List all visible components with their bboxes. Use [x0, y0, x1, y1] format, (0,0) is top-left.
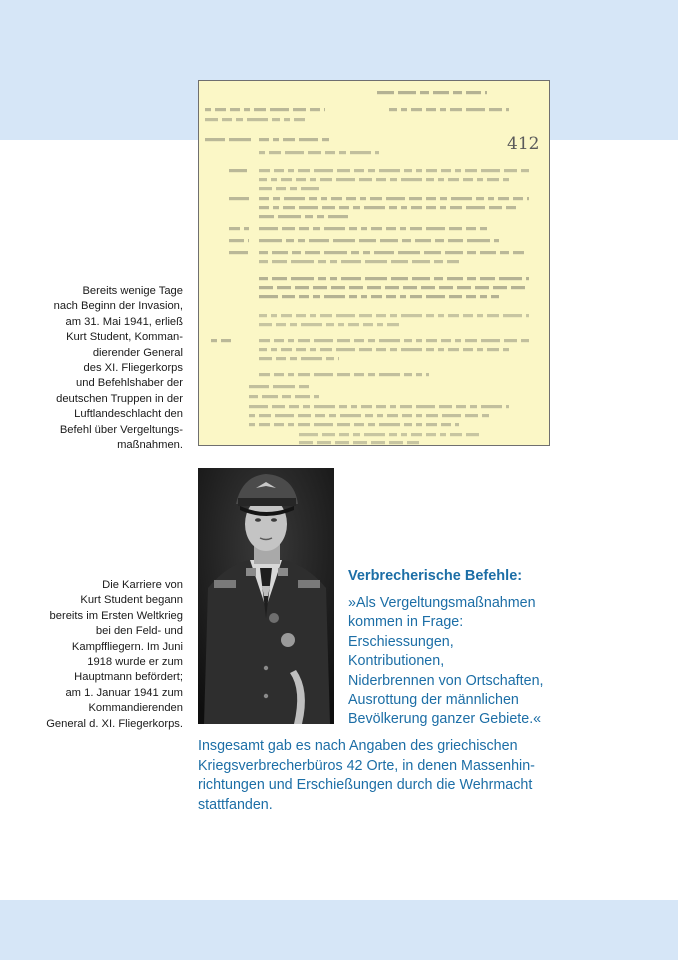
typewritten-line — [229, 251, 248, 254]
typewritten-line — [249, 423, 459, 426]
quote-line: Kontributionen, — [348, 653, 445, 670]
caption-line: am 1. Januar 1941 zum — [65, 686, 183, 699]
quote-line: »Als Vergeltungsmaßnahmen — [348, 595, 536, 611]
typewritten-line — [205, 138, 251, 141]
typewritten-line — [229, 239, 249, 242]
typewritten-line — [249, 414, 489, 417]
typewritten-line — [259, 227, 487, 230]
bottom-color-band — [0, 900, 678, 960]
paragraph-line: Kriegsverbrecherbüros 42 Orte, in denen Massenhin- — [198, 757, 535, 774]
typewritten-line — [205, 118, 305, 121]
typewritten-line — [259, 295, 499, 298]
typewritten-line — [259, 277, 529, 280]
paragraph-line: richtungen und Erschießungen durch die Wehrmacht — [198, 777, 533, 794]
typewritten-line — [299, 441, 419, 444]
quote-line: Erschiessungen, — [348, 633, 454, 650]
caption-line: dierender General — [92, 346, 183, 359]
quote-line: Bevölkerung ganzer Gebiete.« — [348, 711, 542, 728]
quote-line: Niderbrennen von Ortschaften, — [348, 672, 544, 689]
order-quote — [348, 594, 648, 730]
caption-line: und Befehlshaber der — [76, 377, 183, 390]
caption-line: Hauptmann befördert; — [74, 671, 183, 684]
typewritten-line — [259, 138, 329, 141]
caption-line: maßnahmen. — [117, 439, 183, 452]
paragraph-line: Insgesamt gab es nach Angaben des griechischen — [198, 738, 518, 754]
quote-heading: Verbrecherische Befehle: — [348, 568, 523, 584]
typewritten-line — [259, 373, 429, 376]
caption-student-career — [30, 578, 183, 732]
caption-line: Befehl über Vergeltungs- — [59, 423, 183, 436]
typewritten-line — [249, 385, 309, 388]
typewritten-line — [205, 108, 325, 111]
typewritten-line — [299, 433, 479, 436]
typewritten-line — [229, 169, 247, 172]
typewritten-line — [259, 348, 509, 351]
typewritten-line — [259, 206, 516, 209]
typewritten-order-scan — [198, 80, 550, 446]
caption-line: bei den Feld- und — [95, 625, 183, 638]
caption-line: Kommandierenden — [88, 702, 183, 715]
summary-paragraph — [198, 737, 598, 815]
typewritten-line — [259, 314, 529, 317]
typewritten-line — [259, 178, 509, 181]
caption-line: Kurt Student begann — [80, 594, 183, 607]
caption-line: Luftlandeschlacht den — [74, 408, 183, 421]
typewritten-line — [259, 215, 348, 218]
caption-line: Kurt Student, Komman- — [66, 331, 183, 344]
typewritten-line — [259, 251, 524, 254]
caption-line: bereits im Ersten Weltkrieg — [49, 609, 183, 622]
iron-cross-medal — [281, 633, 295, 647]
shoulder-board-left — [214, 580, 236, 588]
typewritten-line — [259, 169, 529, 172]
typewritten-text-lines — [199, 81, 549, 445]
typewritten-line — [211, 339, 231, 342]
typewritten-line — [259, 339, 529, 342]
typewritten-line — [389, 108, 509, 111]
shoulder-board-right — [298, 580, 320, 588]
typewritten-line — [259, 323, 399, 326]
quote-line: kommen in Frage: — [348, 614, 464, 631]
typewritten-line — [229, 197, 249, 200]
caption-invasion-order — [30, 284, 183, 453]
caption-line: des XI. Fliegerkorps — [83, 362, 183, 375]
caption-line: General d. XI. Fliegerkorps. — [46, 717, 183, 730]
typewritten-line — [259, 151, 379, 154]
portrait-illustration — [198, 468, 334, 724]
typewritten-line — [377, 91, 487, 94]
typewritten-line — [259, 197, 529, 200]
typewritten-line — [259, 260, 459, 263]
caption-line: am 31. Mai 1941, erließ — [65, 315, 183, 328]
handwritten-page-number: 412 — [507, 134, 540, 154]
typewritten-line — [259, 187, 319, 190]
typewritten-line — [249, 395, 319, 398]
typewritten-line — [259, 357, 339, 360]
caption-line: nach Beginn der Invasion, — [53, 300, 183, 313]
portrait-photo-kurt-student — [198, 468, 334, 724]
caption-line: deutschen Truppen in der — [56, 392, 183, 405]
caption-line: Bereits wenige Tage — [82, 285, 183, 297]
caption-line: Die Karriere von — [102, 579, 183, 591]
typewritten-line — [259, 286, 525, 289]
caption-line: Kampffliegern. Im Juni — [71, 640, 183, 653]
typewritten-line — [229, 227, 249, 230]
paragraph-line: stattfanden. — [198, 796, 273, 813]
caption-line: 1918 wurde er zum — [87, 656, 183, 669]
typewritten-line — [259, 239, 499, 242]
typewritten-line — [249, 405, 509, 408]
quote-line: Ausrottung der männlichen — [348, 692, 519, 709]
